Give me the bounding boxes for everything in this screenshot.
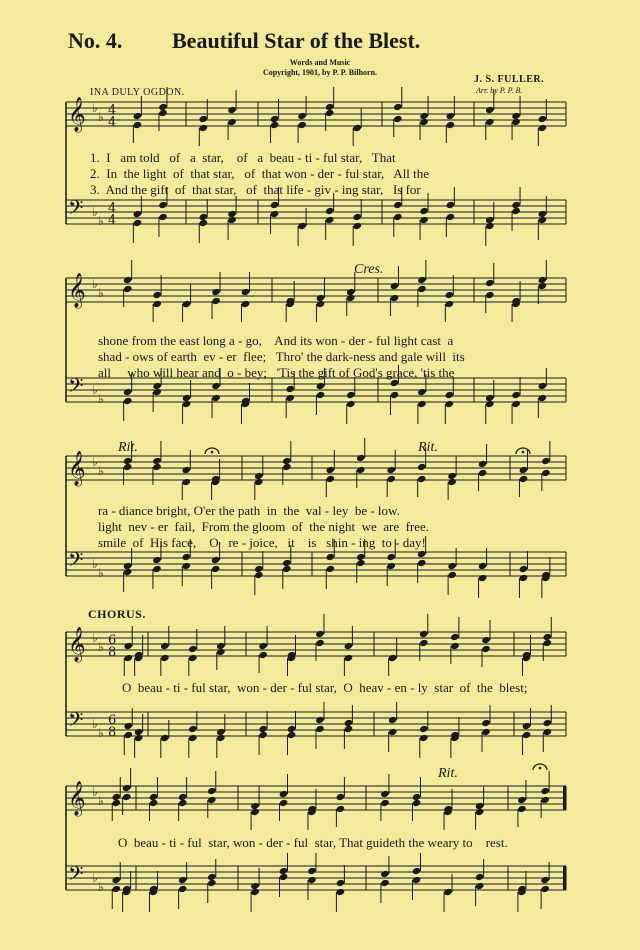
note-head <box>336 888 346 896</box>
note-head <box>160 734 170 742</box>
note-head <box>316 382 326 390</box>
note-head <box>393 213 403 221</box>
note-head <box>412 876 422 884</box>
note-head <box>122 793 132 801</box>
flat-sign-icon: ♭ <box>98 214 104 228</box>
note-head <box>282 463 292 471</box>
note-head <box>538 115 548 123</box>
note-head <box>380 790 390 798</box>
note-head <box>346 391 356 399</box>
note-head <box>443 888 453 896</box>
note-head <box>511 400 521 408</box>
flat-sign-icon: ♭ <box>98 392 104 406</box>
fermata-icon <box>211 451 214 454</box>
note-head <box>511 207 521 215</box>
note-head <box>419 118 429 126</box>
note-head <box>393 115 403 123</box>
note-head <box>211 297 221 305</box>
note-head <box>282 565 292 573</box>
note-head <box>279 873 289 881</box>
note-head <box>445 291 455 299</box>
note-head <box>216 734 226 742</box>
note-head <box>511 391 521 399</box>
note-head <box>542 728 552 736</box>
note-head <box>346 294 356 302</box>
note-head <box>158 109 168 117</box>
note-head <box>133 219 143 227</box>
final-bar-line <box>563 786 566 810</box>
note-head <box>227 106 237 114</box>
note-head <box>315 725 325 733</box>
note-head <box>417 550 427 558</box>
note-head <box>198 219 208 227</box>
note-head <box>519 565 529 573</box>
note-head <box>211 382 221 390</box>
note-head <box>538 216 548 224</box>
note-head <box>517 805 527 813</box>
note-head <box>325 553 335 561</box>
note-head <box>541 457 551 465</box>
rit-mark-1: Rit. <box>118 440 138 455</box>
note-head <box>123 722 133 730</box>
bass-clef-icon: 𝄢 <box>68 548 84 576</box>
note-head <box>447 571 457 579</box>
flat-sign-icon: ♭ <box>98 726 104 740</box>
note-head <box>540 885 550 893</box>
note-head <box>522 731 532 739</box>
hymn-number: No. 4. <box>68 28 123 53</box>
note-head <box>485 279 495 287</box>
note-head <box>541 469 551 477</box>
note-head <box>123 397 133 405</box>
note-head <box>478 574 488 582</box>
rit-mark-2: Rit. <box>418 440 438 455</box>
note-head <box>250 808 260 816</box>
time-signature-bottom: 8 <box>108 645 117 660</box>
note-head <box>152 291 162 299</box>
note-head <box>270 201 280 209</box>
note-head <box>241 300 251 308</box>
note-head <box>227 216 237 224</box>
treble-clef-icon: 𝄞 <box>68 97 86 132</box>
note-head <box>419 216 429 224</box>
note-head <box>538 124 548 132</box>
note-head <box>386 553 396 561</box>
treble-clef-icon: 𝄞 <box>68 273 86 308</box>
note-head <box>542 639 552 647</box>
final-bar-line <box>563 866 566 890</box>
note-head <box>485 222 495 230</box>
note-head <box>133 121 143 129</box>
note-head <box>519 475 529 483</box>
bass-clef-icon: 𝄢 <box>68 196 84 224</box>
note-head <box>380 799 390 807</box>
note-head <box>188 645 198 653</box>
note-head <box>511 118 521 126</box>
flat-sign-icon: ♭ <box>98 794 104 808</box>
note-head <box>412 867 422 875</box>
note-head <box>380 870 390 878</box>
note-head <box>285 394 295 402</box>
arranger-credit: Arr. by P. P. B. <box>476 86 523 95</box>
copyright-line-2: Copyright, 1901, by P. P. Bilhorn. <box>262 68 378 77</box>
hymn-title: Beautiful Star of the Blest. <box>172 28 421 53</box>
note-head <box>344 725 354 733</box>
treble-clef-icon: 𝄞 <box>68 451 86 486</box>
note-head <box>446 112 456 120</box>
note-head <box>475 882 485 890</box>
note-head <box>344 654 354 662</box>
note-head <box>152 565 162 573</box>
note-head <box>122 784 132 792</box>
note-head <box>279 790 289 798</box>
flat-sign-icon: ♭ <box>92 205 98 219</box>
note-head <box>207 879 217 887</box>
note-head <box>250 888 260 896</box>
chorus-label: CHORUS. <box>88 607 146 621</box>
note-head <box>336 805 346 813</box>
note-head <box>325 207 335 215</box>
note-head <box>123 285 133 293</box>
flat-sign-icon: ♭ <box>92 717 98 731</box>
note-head <box>386 475 396 483</box>
note-head <box>390 282 400 290</box>
note-head <box>254 571 264 579</box>
note-head <box>446 213 456 221</box>
note-head <box>346 400 356 408</box>
note-head <box>211 556 221 564</box>
note-head <box>297 121 307 129</box>
note-head <box>307 867 317 875</box>
verse-2-line-3: light nev - er fail, From the gloom of the night we are free. <box>98 519 430 534</box>
fermata-icon <box>522 451 525 454</box>
verse-1-line-3: ra - diance bright, O'er the path in the val - ley be - low. <box>98 503 400 518</box>
verse-3-line-1: 3. And the gift of that star, of that life - giv - ing star, Is for <box>90 182 421 197</box>
note-head <box>152 556 162 564</box>
note-head <box>111 799 121 807</box>
note-head <box>297 222 307 230</box>
fermata-icon <box>539 767 542 770</box>
note-head <box>181 478 191 486</box>
note-head <box>111 876 121 884</box>
lyricist-name: INA DULY OGDON. <box>90 87 185 98</box>
note-head <box>123 276 133 284</box>
note-head <box>134 734 144 742</box>
note-head <box>417 285 427 293</box>
note-head <box>388 728 398 736</box>
note-head <box>158 213 168 221</box>
flat-sign-icon: ♭ <box>98 110 104 124</box>
note-head <box>198 115 208 123</box>
note-head <box>481 728 491 736</box>
note-head <box>419 734 429 742</box>
note-head <box>538 394 548 402</box>
note-head <box>241 288 251 296</box>
note-head <box>111 885 121 893</box>
note-head <box>297 112 307 120</box>
note-head <box>419 207 429 215</box>
note-head <box>182 400 192 408</box>
rit-mark-3: Rit. <box>438 766 458 781</box>
flat-sign-icon: ♭ <box>92 101 98 115</box>
note-head <box>178 876 188 884</box>
note-head <box>325 466 335 474</box>
note-head <box>445 400 455 408</box>
flat-sign-icon: ♭ <box>92 871 98 885</box>
note-head <box>279 799 289 807</box>
note-head <box>123 463 133 471</box>
verse-1-line-1: 1. I am told of a star, of a beau - ti - ful star, That <box>90 150 396 165</box>
note-head <box>417 276 427 284</box>
note-head <box>450 642 460 650</box>
note-head <box>227 118 237 126</box>
note-head <box>481 636 491 644</box>
note-head <box>356 466 366 474</box>
note-head <box>152 388 162 396</box>
note-head <box>517 796 527 804</box>
note-head <box>207 787 217 795</box>
note-head <box>419 630 429 638</box>
note-head <box>419 639 429 647</box>
note-head <box>519 466 529 474</box>
flat-sign-icon: ♭ <box>92 383 98 397</box>
note-head <box>412 799 422 807</box>
note-head <box>336 879 346 887</box>
verse-3-line-2: all who will hear and o - bey; 'Tis the gift of God's grace, 'tis the <box>98 365 455 380</box>
verse-3-line-3: smile of His face, O re - joice, it is shin - ing to - day! <box>98 535 426 550</box>
treble-clef-icon: 𝄞 <box>68 781 86 816</box>
note-head <box>447 478 457 486</box>
note-head <box>485 106 495 114</box>
note-head <box>478 469 488 477</box>
note-head <box>325 565 335 573</box>
time-signature-top: 4 <box>108 201 117 216</box>
note-head <box>285 385 295 393</box>
time-signature-top: 6 <box>108 633 117 648</box>
note-head <box>188 654 198 662</box>
note-head <box>475 873 485 881</box>
note-head <box>207 796 217 804</box>
note-head <box>390 391 400 399</box>
note-head <box>123 731 133 739</box>
note-head <box>160 654 170 662</box>
flat-sign-icon: ♭ <box>92 785 98 799</box>
flat-sign-icon: ♭ <box>92 631 98 645</box>
note-head <box>417 388 427 396</box>
note-head <box>315 716 325 724</box>
cres-mark: Cres. <box>354 262 384 277</box>
note-head <box>211 565 221 573</box>
chorus-line-2: O beau - ti - ful star, won - der - ful star, That guideth the weary to rest. <box>118 835 508 850</box>
note-head <box>123 642 133 650</box>
note-head <box>388 716 398 724</box>
note-head <box>417 559 427 567</box>
note-head <box>352 222 362 230</box>
note-head <box>316 391 326 399</box>
note-head <box>133 112 143 120</box>
flat-sign-icon: ♭ <box>98 640 104 654</box>
note-head <box>270 121 280 129</box>
note-head <box>485 118 495 126</box>
note-head <box>160 642 170 650</box>
note-head <box>315 639 325 647</box>
note-head <box>325 216 335 224</box>
flat-sign-icon: ♭ <box>98 880 104 894</box>
note-head <box>287 731 297 739</box>
note-head <box>325 475 335 483</box>
note-head <box>315 630 325 638</box>
note-head <box>450 633 460 641</box>
note-head <box>393 201 403 209</box>
composer-name: J. S. FULLER. <box>474 74 545 85</box>
note-head <box>181 466 191 474</box>
note-head <box>152 463 162 471</box>
note-head <box>352 213 362 221</box>
note-head <box>188 734 198 742</box>
note-head <box>182 300 192 308</box>
note-head <box>258 731 268 739</box>
note-head <box>178 799 188 807</box>
bass-clef-icon: 𝄢 <box>68 708 84 736</box>
note-head <box>485 400 495 408</box>
note-head <box>478 562 488 570</box>
note-head <box>481 719 491 727</box>
note-head <box>388 654 398 662</box>
note-head <box>542 719 552 727</box>
note-head <box>478 460 488 468</box>
note-head <box>158 201 168 209</box>
note-head <box>216 648 226 656</box>
note-head <box>538 382 548 390</box>
note-head <box>445 300 455 308</box>
treble-clef-icon: 𝄞 <box>68 627 86 662</box>
note-head <box>481 645 491 653</box>
note-head <box>390 294 400 302</box>
note-head <box>178 885 188 893</box>
note-head <box>152 300 162 308</box>
note-head <box>258 651 268 659</box>
note-head <box>123 654 133 662</box>
verse-2-line-2: shad - ows of earth ev - er flee; Thro' the dark-ness and gale will its <box>98 349 465 364</box>
note-head <box>211 288 221 296</box>
note-head <box>475 808 485 816</box>
note-head <box>540 876 550 884</box>
note-head <box>356 454 366 462</box>
note-head <box>254 478 264 486</box>
note-head <box>417 475 427 483</box>
note-head <box>325 109 335 117</box>
note-head <box>336 793 346 801</box>
note-head <box>356 559 366 567</box>
note-head <box>352 124 362 132</box>
flat-sign-icon: ♭ <box>92 455 98 469</box>
note-head <box>485 291 495 299</box>
note-head <box>419 725 429 733</box>
note-head <box>316 300 326 308</box>
note-head <box>258 642 268 650</box>
time-signature-bottom: 4 <box>108 213 117 228</box>
note-head <box>417 400 427 408</box>
flat-sign-icon: ♭ <box>92 277 98 291</box>
note-head <box>181 553 191 561</box>
note-head <box>445 391 455 399</box>
note-head <box>393 103 403 111</box>
note-head <box>270 210 280 218</box>
note-head <box>181 562 191 570</box>
flat-sign-icon: ♭ <box>98 286 104 300</box>
note-head <box>123 568 133 576</box>
note-head <box>123 388 133 396</box>
note-head <box>538 282 548 290</box>
flat-sign-icon: ♭ <box>98 566 104 580</box>
note-head <box>447 562 457 570</box>
time-signature-top: 6 <box>108 713 117 728</box>
note-head <box>188 725 198 733</box>
note-head <box>540 787 550 795</box>
note-head <box>386 466 396 474</box>
note-head <box>198 124 208 132</box>
flat-sign-icon: ♭ <box>92 557 98 571</box>
note-head <box>540 796 550 804</box>
bass-clef-icon: 𝄢 <box>68 374 84 402</box>
note-head <box>446 201 456 209</box>
verse-2-line-1: 2. In the light of that star, of that won - der - ful star, All the <box>90 166 430 181</box>
note-head <box>519 574 529 582</box>
copyright-line-1: Words and Music <box>289 58 351 67</box>
note-head <box>344 642 354 650</box>
bass-clef-icon: 𝄢 <box>68 862 84 890</box>
time-signature-bottom: 8 <box>108 725 117 740</box>
note-head <box>522 722 532 730</box>
note-head <box>380 879 390 887</box>
verse-1-line-2: shone from the east long a - go, And its won - der - ful light cast a <box>98 333 454 348</box>
note-head <box>307 876 317 884</box>
note-head <box>149 799 159 807</box>
note-head <box>386 562 396 570</box>
note-head <box>211 394 221 402</box>
note-head <box>446 121 456 129</box>
note-head <box>417 463 427 471</box>
flat-sign-icon: ♭ <box>98 464 104 478</box>
time-signature-bottom: 4 <box>108 115 117 130</box>
chorus-line-1: O beau - ti - ful star, won - der - ful star, O heav - en - ly star of the blest; <box>122 680 528 695</box>
time-signature-top: 4 <box>108 103 117 118</box>
note-head <box>133 210 143 218</box>
